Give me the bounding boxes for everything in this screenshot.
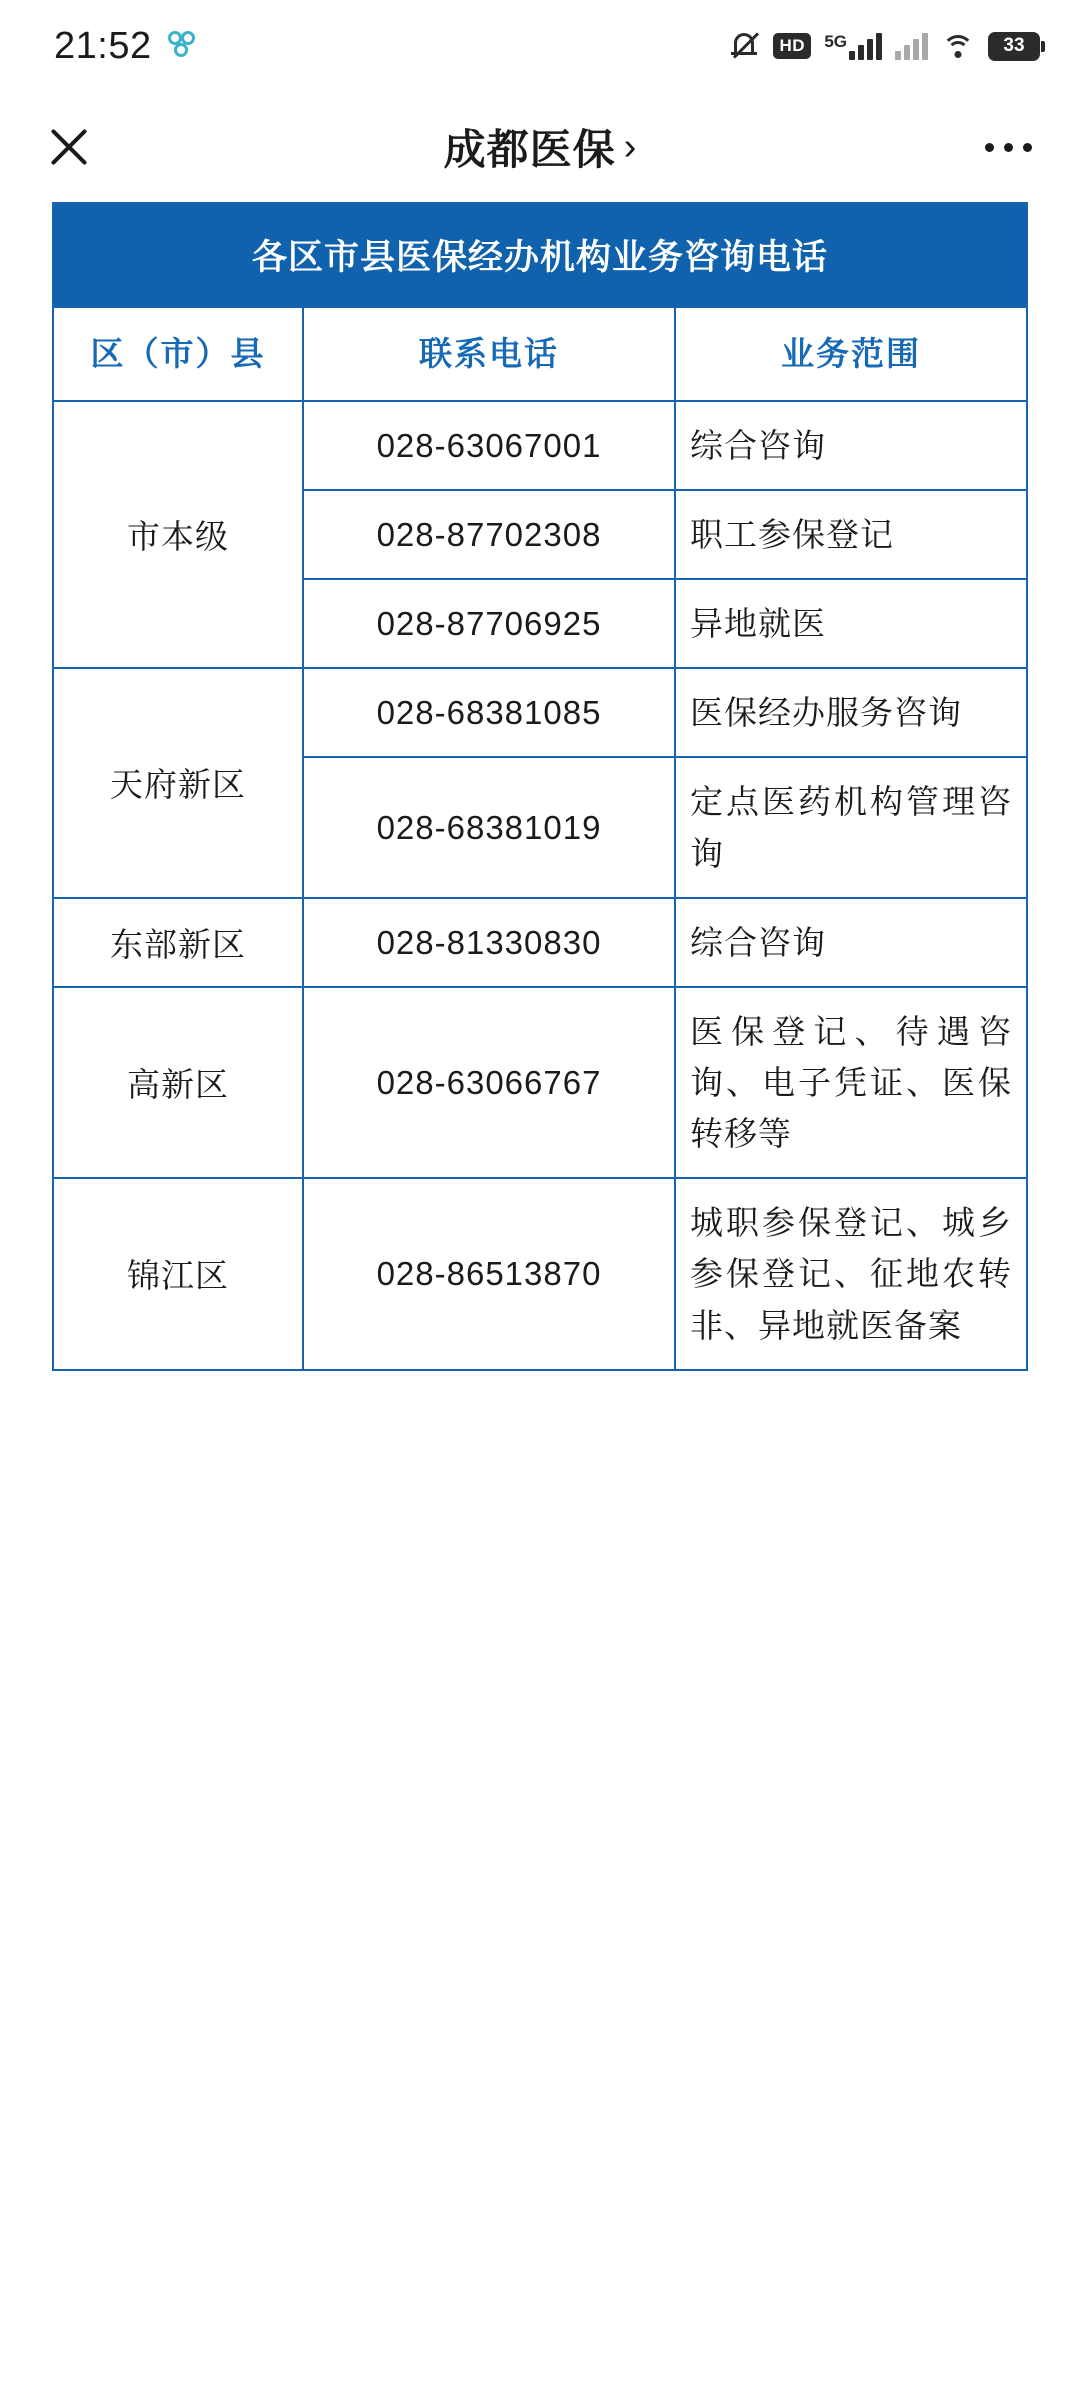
column-header-scope: 业务范围 bbox=[675, 307, 1027, 401]
network-label: 5G bbox=[824, 32, 847, 51]
signal-5g-icon bbox=[824, 32, 882, 60]
status-bar-right bbox=[730, 30, 1040, 62]
hospital-contact-table bbox=[52, 202, 1028, 1371]
close-icon[interactable] bbox=[40, 118, 98, 176]
mute-icon bbox=[730, 30, 760, 62]
region-cell: 天府新区 bbox=[53, 668, 303, 897]
table-row bbox=[53, 668, 1027, 757]
region-cell: 东部新区 bbox=[53, 898, 303, 987]
table-container bbox=[0, 202, 1080, 1371]
table-caption: 各区市县医保经办机构业务咨询电话 bbox=[53, 203, 1027, 307]
nav-bar bbox=[0, 92, 1080, 202]
phone-cell[interactable]: 028-68381019 bbox=[303, 757, 675, 897]
scope-cell: 综合咨询 bbox=[675, 401, 1027, 490]
status-bar bbox=[0, 0, 1080, 92]
scope-cell: 综合咨询 bbox=[675, 898, 1027, 987]
table-header-row bbox=[53, 307, 1027, 401]
scope-cell: 定点医药机构管理咨询 bbox=[675, 757, 1027, 897]
page-title[interactable] bbox=[444, 117, 637, 177]
phone-cell[interactable]: 028-81330830 bbox=[303, 898, 675, 987]
scope-cell: 城职参保登记、城乡参保登记、征地农转非、异地就医备案 bbox=[675, 1178, 1027, 1369]
phone-cell[interactable]: 028-68381085 bbox=[303, 668, 675, 757]
more-options-icon[interactable] bbox=[985, 143, 1032, 152]
phone-cell[interactable]: 028-63066767 bbox=[303, 987, 675, 1178]
chevron-right-icon: › bbox=[623, 125, 637, 168]
region-cell: 高新区 bbox=[53, 987, 303, 1178]
scope-cell: 医保经办服务咨询 bbox=[675, 668, 1027, 757]
page-title-text: 成都医保 bbox=[443, 126, 616, 173]
scope-cell: 职工参保登记 bbox=[675, 490, 1027, 579]
phone-cell[interactable]: 028-63067001 bbox=[303, 401, 675, 490]
hd-icon: HD bbox=[773, 33, 811, 59]
table-caption-row bbox=[53, 203, 1027, 307]
clover-icon bbox=[168, 31, 198, 61]
table-row bbox=[53, 1178, 1027, 1369]
status-bar-left bbox=[54, 25, 198, 68]
signal-icon bbox=[895, 32, 928, 60]
region-cell: 市本级 bbox=[53, 401, 303, 668]
scope-cell: 异地就医 bbox=[675, 579, 1027, 668]
column-header-region: 区（市）县 bbox=[53, 307, 303, 401]
column-header-phone: 联系电话 bbox=[303, 307, 675, 401]
table-row bbox=[53, 987, 1027, 1178]
phone-cell[interactable]: 028-87706925 bbox=[303, 579, 675, 668]
table-row bbox=[53, 898, 1027, 987]
table-row bbox=[53, 401, 1027, 490]
status-time: 21:52 bbox=[54, 24, 152, 67]
phone-cell[interactable]: 028-87702308 bbox=[303, 490, 675, 579]
scope-cell: 医保登记、待遇咨询、电子凭证、医保转移等 bbox=[675, 987, 1027, 1178]
phone-cell[interactable]: 028-86513870 bbox=[303, 1178, 675, 1369]
wifi-icon bbox=[941, 33, 975, 59]
battery-icon: 33 bbox=[988, 32, 1040, 61]
table-body bbox=[53, 203, 1027, 1370]
nav-bar-wrapper bbox=[0, 92, 1080, 202]
region-cell: 锦江区 bbox=[53, 1178, 303, 1369]
